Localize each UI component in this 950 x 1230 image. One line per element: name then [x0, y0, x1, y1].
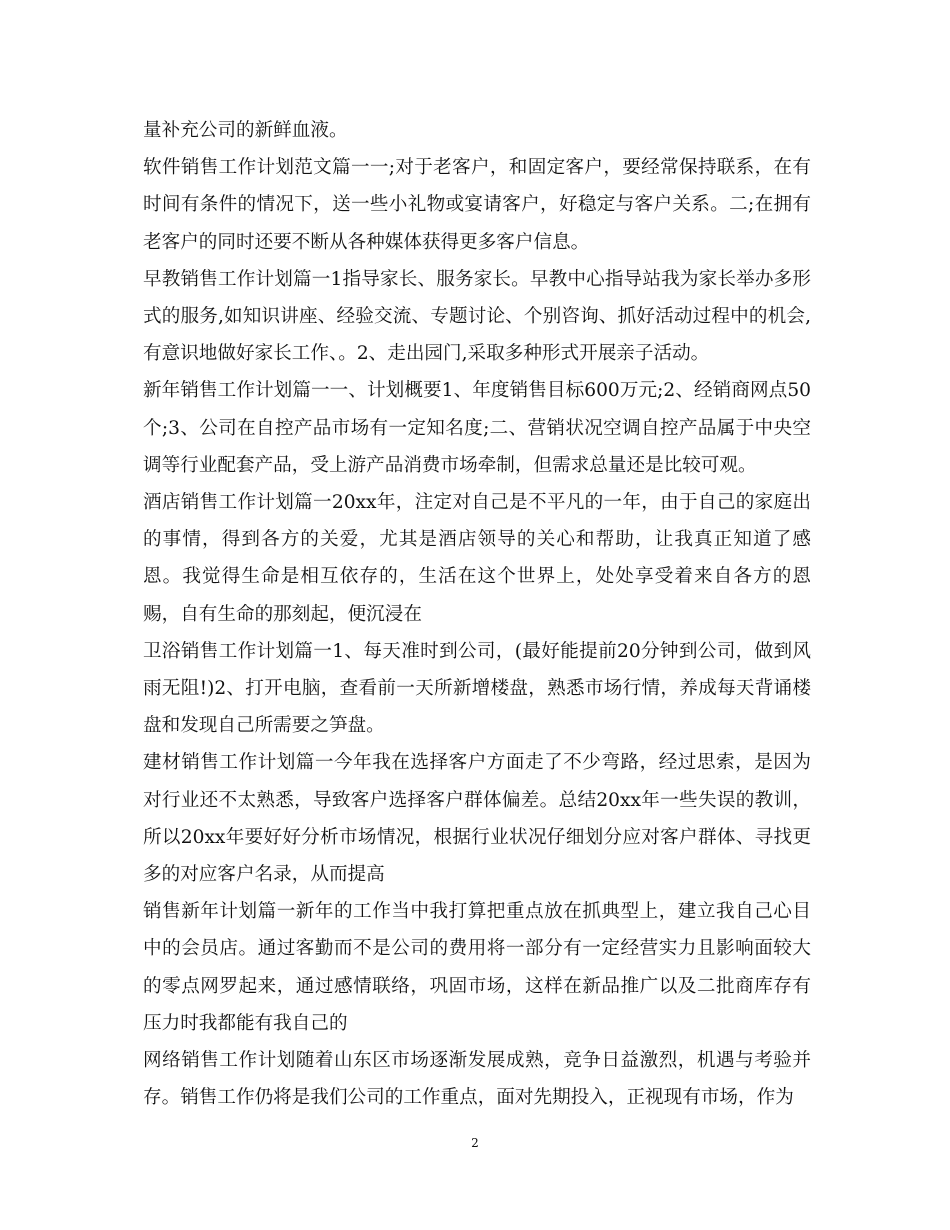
paragraph-software-sales-plan: 软件销售工作计划范文篇一一;对于老客户，和固定客户，要经常保持联系，在有时间有条件的情况下，送一些小礼物或宴请客户，好稳定与客户关系。二;在拥有老客户的同时还要不断从各种媒体获得更多客户信息。	[143, 157, 811, 253]
paragraph-hotel-sales-plan: 酒店销售工作计划篇一20xx年，注定对自己是不平凡的一年，由于自己的家庭出的事情，得到各方的关爱，尤其是酒店领导的关心和帮助，让我真正知道了感恩。我觉得生命是相互依存的，生活在这个世界上，处处享受着来自各方的恩赐，自有生命的那刻起，便沉浸在	[143, 492, 811, 625]
page-number: 2	[471, 1136, 479, 1150]
document-body	[143, 112, 811, 1116]
paragraph-sales-new-year-plan: 销售新年计划篇一新年的工作当中我打算把重点放在抓典型上，建立我自己心目中的会员店。通过客勤而不是公司的费用将一部分有一定经营实力且影响面较大的零点网罗起来，通过感情联络，巩固市场，这样在新品推广以及二批商库存有压力时我都能有我自己的	[143, 901, 811, 1034]
paragraph-building-materials-sales-plan: 建材销售工作计划篇一今年我在选择客户方面走了不少弯路，经过思索，是因为对行业还不太熟悉，导致客户选择客户群体偏差。总结20xx年一些失误的教训，所以20xx年要好好分析市场情况，根据行业状况仔细划分应对客户群体、寻找更多的对应客户名录，从而提高	[143, 752, 811, 886]
paragraph-new-year-sales-plan: 新年销售工作计划篇一一、计划概要1、年度销售目标600万元;2、经销商网点50个;3、公司在自控产品市场有一定知名度;二、营销状况空调自控产品属于中央空调等行业配套产品，受上游产品消费市场牵制，但需求总量还是比较可观。	[143, 380, 811, 476]
paragraph-early-education-sales-plan: 早教销售工作计划篇一1指导家长、服务家长。早教中心指导站我为家长举办多形式的服务,如知识讲座、经验交流、专题讨论、个别咨询、抓好活动过程中的机会,有意识地做好家长工作、。2、走出园门,采取多种形式开展亲子活动。	[143, 268, 811, 365]
paragraph-online-sales-plan: 网络销售工作计划随着山东区市场逐渐发展成熟，竞争日益激烈，机遇与考验并存。销售工作仍将是我们公司的工作重点，面对先期投入，正视现有市场，作为	[143, 1050, 811, 1109]
paragraph-continuation: 量补充公司的新鲜血液。	[143, 120, 348, 141]
paragraph-bathroom-sales-plan: 卫浴销售工作计划篇一1、每天准时到公司，(最好能提前20分钟到公司，做到风雨无阻!)2、打开电脑，查看前一天所新增楼盘，熟悉市场行情，养成每天背诵楼盘和发现自己所需要之笋盘。	[143, 640, 811, 737]
